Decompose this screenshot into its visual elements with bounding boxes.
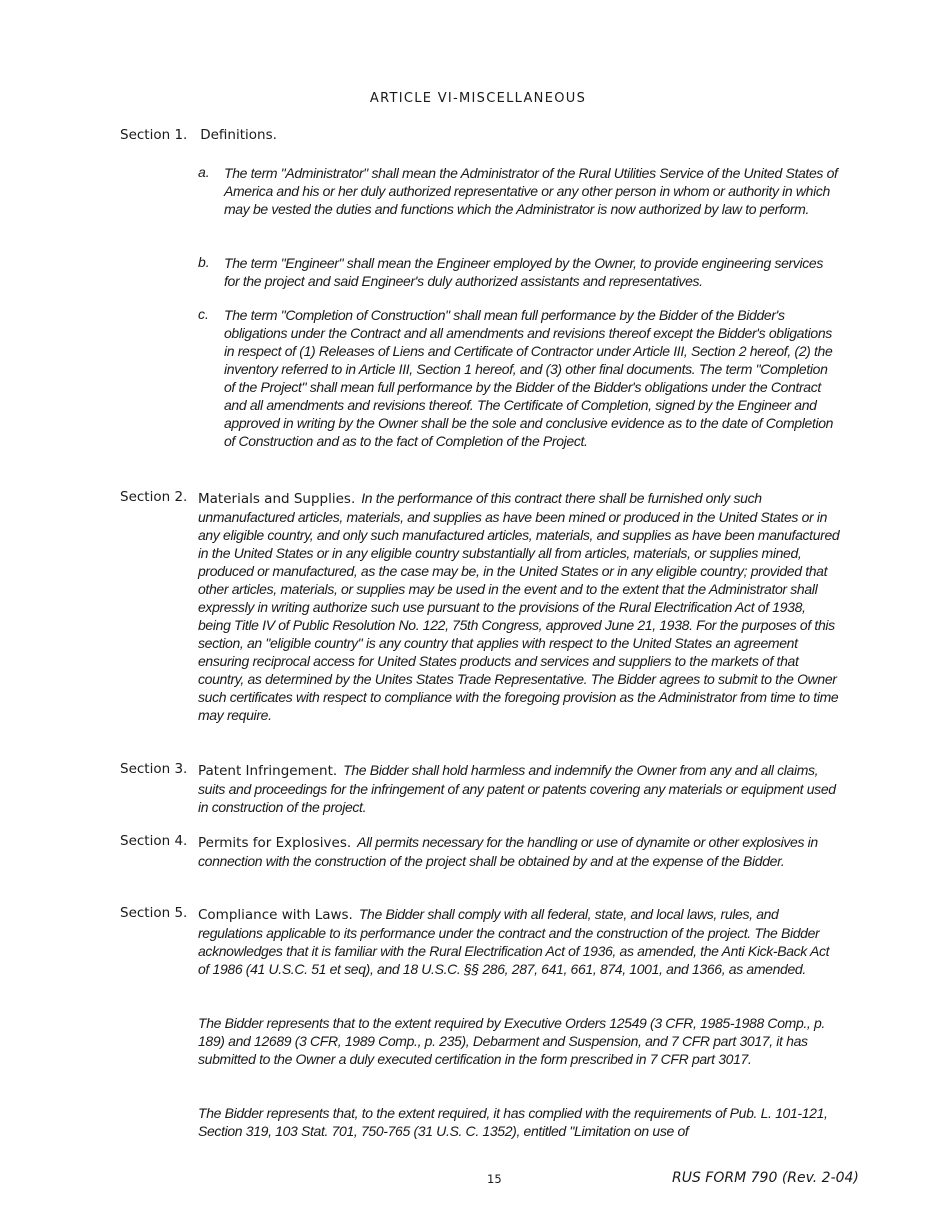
- item-letter: c.: [198, 306, 209, 322]
- definition-item-c: [198, 306, 838, 450]
- page-number: 15: [487, 1172, 502, 1186]
- section-4: [120, 833, 840, 870]
- section-5: [120, 905, 840, 978]
- section-text: The Bidder shall comply with all federal, state, and local laws, rules, and regulations applicable to its performance under the contract and the construction of the project. The Bidder acknowledges that it is familiar with the Rural Electrification Act of 1936, as amended, the Anti Kick-Back Act of 1986 (41 U.S.C. 51 et seq), and 18 U.S.C. §§ 286, 287, 641, 661, 874, 1001, and 1366, as amended.: [198, 906, 830, 977]
- section-number: Section 5.: [120, 905, 188, 921]
- section-5-debarment-paragraph: The Bidder represents that to the extent required by Executive Orders 12549 (3 CFR, 1985-1988 Comp., p. 189) and 12689 (3 CFR, 1989 Comp., p. 235), Debarment and Suspension, and 7 CFR part 3017, it has submitted to the Owner a duly executed certification in the form prescribed in 7 CFR part 3017.: [198, 1015, 825, 1067]
- section-heading: Compliance with Laws.: [198, 907, 353, 923]
- section-heading: Materials and Supplies.: [198, 491, 356, 507]
- item-text: The term "Engineer" shall mean the Engineer employed by the Owner, to provide engineering services for the project and said Engineer's duly authorized assistants and representatives.: [224, 255, 823, 289]
- section-text: In the performance of this contract there shall be furnished only such unmanufactured articles, materials, and supplies as have been mined or produced in the United States or in any eligible country, and only such manufactured articles, materials, and supplies as have been manufactured in the United States or in any eligible country substantially all from articles, materials, or supplies mined, produced or manufactured, as the case may be, in the United States or in any eligible country; provided that other articles, materials, or supplies may be used in the event and to the extent that the Administrator shall expressly in writing authorize such use pursuant to the provisions of the Rural Electrification Act of 1938, being Title IV of Public Resolution No. 122, 75th Congress, approved June 21, 1938. For the purposes of this section, an "eligible country" is any country that applies with respect to the United States an agreement ensuring reciprocal access for United States products and services and suppliers to the markets of that country, as determined by the Unites States Trade Representative. The Bidder agrees to submit to the Owner such certificates with respect to compliance with the foregoing provision as the Administrator from time to time may require.: [198, 490, 840, 723]
- section-5-lobbying-paragraph: The Bidder represents that, to the extent required, it has complied with the requirements of Pub. L. 101-121, Section 319, 103 Stat. 701, 750-765 (31 U.S. C. 1352), entitled "Limitation on use of: [198, 1105, 828, 1139]
- section-number: Section 4.: [120, 833, 188, 849]
- item-text: The term "Administrator" shall mean the Administrator of the Rural Utilities Service of the United States of America and his or her duly authorized representative or any other person in whom or authority in which may be vested the duties and functions which the Administrator is now authorized by law to perform.: [224, 165, 838, 217]
- section-heading: Permits for Explosives.: [198, 835, 352, 851]
- form-identifier: RUS FORM 790 (Rev. 2-04): [672, 1170, 859, 1186]
- section-3: [120, 761, 840, 816]
- section-number: Section 3.: [120, 761, 188, 777]
- item-letter: b.: [198, 254, 210, 270]
- section-heading: Patent Infringement.: [198, 763, 338, 779]
- item-letter: a.: [198, 164, 210, 180]
- definition-item-a: [198, 164, 838, 218]
- item-text: The term "Completion of Construction" shall mean full performance by the Bidder of the Bidder's obligations under the Contract and all amendments and revisions thereof except the Bidder's obligations in respect of (1) Releases of Liens and Certificate of Contractor under Article III, Section 2 hereof, (2) the inventory referred to in Article III, Section 1 hereof, and (3) other final documents. The term "Completion of the Project" shall mean full performance by the Bidder of the Bidder's obligations under the Contract and all amendments and revisions thereof. The Certificate of Completion, signed by the Engineer and approved in writing by the Owner shall be the sole and conclusive evidence as to the date of Completion of Construction and as to the fact of Completion of the Project.: [224, 307, 834, 449]
- section-text: All permits necessary for the handling or use of dynamite or other explosives in connection with the construction of the project shall be obtained by and at the expense of the Bidder.: [198, 834, 818, 869]
- article-title: ARTICLE VI-MISCELLANEOUS: [369, 91, 587, 106]
- section-1-heading: Section 1. Definitions.: [120, 127, 277, 143]
- section-text: The Bidder shall hold harmless and indemnify the Owner from any and all claims, suits and proceedings for the infringement of any patent or patents covering any materials or equipment used in construction of the project.: [198, 762, 836, 815]
- definition-item-b: [198, 254, 838, 290]
- section-number: Section 2.: [120, 489, 188, 505]
- section-2: [120, 489, 840, 724]
